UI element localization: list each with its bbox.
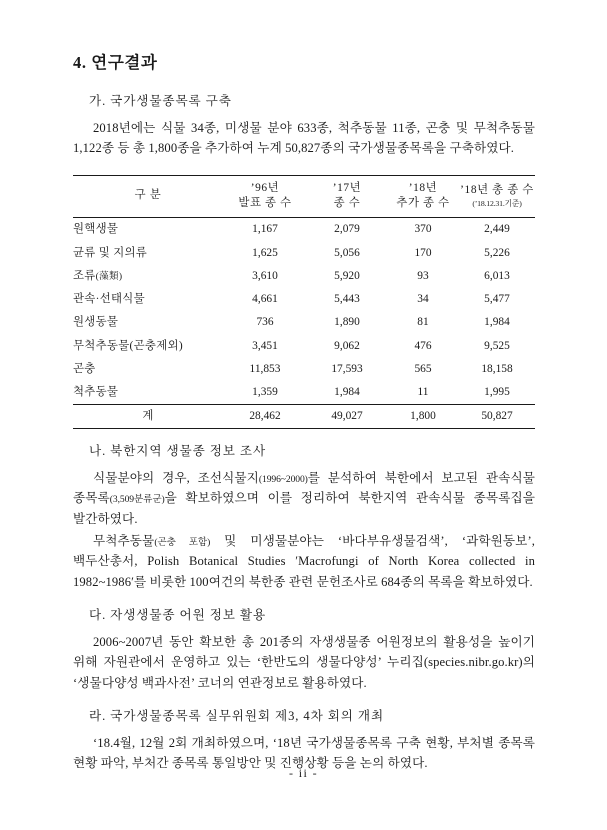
table-cell-value-1: 4,661 — [252, 293, 278, 306]
col-header-2018-added-line2: 추가 종 수 — [396, 196, 450, 209]
table-cell-value-3: 370 — [414, 223, 432, 236]
table-cell-value-1: 736 — [256, 316, 274, 329]
table-row — [73, 241, 535, 264]
table-cell-value-4: 1,995 — [484, 386, 510, 399]
category-hanja: (藻類) — [95, 270, 123, 282]
page-content — [73, 52, 535, 775]
table-cell-value-1: 1,359 — [252, 386, 278, 399]
category-label: 균류 및 지의류 — [73, 246, 148, 259]
category-label: 조류 — [73, 269, 96, 282]
table-total-value-2: 49,027 — [307, 404, 387, 428]
table-cell-value-4: 6,013 — [484, 269, 510, 282]
table-cell-category — [73, 334, 223, 357]
table-cell-value-2: 5,920 — [334, 269, 360, 282]
table-cell-value-1: 1,167 — [252, 223, 278, 236]
table-cell-category — [73, 357, 223, 380]
table-cell-value-4: 18,158 — [481, 362, 513, 375]
section-d-paragraph: ‘18.4월, 12월 2회 개최하였으며, ‘18년 국가생물종목록 구축 현황, 부처별 종목록 현황 파악, 부처간 종목록 통일방안 및 진행상황 등을 논의 하였다. — [73, 735, 535, 770]
section-a-paragraph: 2018년에는 식물 34종, 미생물 분야 633종, 척추동물 11종, 곤충 및 무척추동물 1,122종 등 총 1,800종을 추가하여 누계 50,827종의 국가생물종목록을 구축하였다. — [73, 121, 535, 156]
table-cell-value-4: 2,449 — [484, 223, 510, 236]
table-row — [73, 334, 535, 357]
table-header — [73, 175, 535, 217]
b-p1-small1: (1996~2000) — [258, 473, 308, 485]
category-label: 곤충 — [73, 362, 96, 375]
b-p2-post: 및 미생물분야는 ‘바다부유생물검색’, ‘과학원동보’, 백두산총서, Polish Botanical Studies ′Macrofungi of North Korea collected in 1982~1986′를 비롯한 100여건의 북한종 관련 문헌조사로 684종의 목록을 확보하였다. — [73, 533, 535, 589]
col-header-2018-added-line1: ’18년 — [408, 181, 438, 194]
table-row — [73, 217, 535, 241]
table-cell-value-3: 170 — [414, 246, 432, 259]
section-b-paragraph-2 — [73, 531, 535, 592]
table-cell-category — [73, 217, 223, 241]
table-row — [73, 288, 535, 311]
table-cell-value-4: 9,525 — [484, 339, 510, 352]
table-row — [73, 311, 535, 334]
table-cell-category — [73, 288, 223, 311]
section-c-paragraph: 2006~2007년 동안 확보한 총 201종의 자생생물종 어원정보의 활용성을 높이기 위해 자원관에서 운영하고 있는 ‘한반도의 생물다양성’ 누리집(species.nibr.go.kr)의 ‘생물다양성 백과사전’ 코너의 연관정보로 활용하였다. — [73, 634, 535, 690]
col-header-2018-added — [387, 175, 459, 217]
col-header-category — [73, 175, 223, 217]
col-header-2018-total-line1: ’18년 총 종 수 — [460, 183, 534, 196]
table-total-value-4: 50,827 — [459, 404, 535, 428]
table-total-value-1: 28,462 — [223, 404, 307, 428]
table-cell-value-2: 5,056 — [334, 246, 360, 259]
table-header-row — [73, 175, 535, 217]
table-cell-value-2: 2,079 — [334, 223, 360, 236]
category-label: 원생동물 — [73, 316, 119, 329]
table-total-value-3: 1,800 — [387, 404, 459, 428]
b-p1-small2: (3,509분류군) — [109, 494, 165, 506]
table-cell-category — [73, 311, 223, 334]
species-table-wrapper — [73, 175, 535, 429]
category-label: 관속·선태식물 — [73, 293, 145, 306]
category-label: 척추동물 — [73, 386, 119, 399]
table-cell-value-3: 476 — [414, 339, 432, 352]
table-cell-value-1: 11,853 — [249, 362, 281, 375]
section-heading-b: 나. 북한지역 생물종 정보 조사 — [89, 444, 267, 459]
table-cell-value-2: 9,062 — [334, 339, 360, 352]
table-cell-value-2: 5,443 — [334, 293, 360, 306]
col-header-2018-total — [459, 175, 535, 217]
col-header-category-line1: 구 분 — [134, 189, 162, 202]
table-total-row — [73, 404, 535, 428]
section-heading-a: 가. 국가생물종목록 구축 — [89, 94, 232, 109]
col-header-2017 — [307, 175, 387, 217]
table-cell-value-1: 3,451 — [252, 339, 278, 352]
table-cell-category — [73, 264, 223, 287]
section-heading-c: 다. 자생생물종 어원 정보 활용 — [89, 608, 267, 623]
b-p2-small: (곤충 포함) — [154, 536, 211, 548]
category-label: 무척추동물(곤충제외) — [73, 339, 183, 352]
table-cell-value-1: 1,625 — [252, 246, 278, 259]
table-total-label: 계 — [73, 404, 223, 428]
col-header-2017-line1: ’17년 — [332, 181, 362, 194]
table-cell-value-3: 34 — [417, 293, 429, 306]
section-heading-d: 라. 국가생물종목록 실무위원회 제3, 4차 회의 개최 — [89, 708, 385, 723]
table-cell-value-2: 1,984 — [334, 386, 360, 399]
table-cell-value-1: 3,610 — [252, 269, 278, 282]
page-title: 4. 연구결과 — [73, 53, 158, 72]
table-row — [73, 264, 535, 287]
table-cell-value-4: 5,477 — [484, 293, 510, 306]
species-count-table — [73, 175, 535, 429]
table-cell-value-4: 5,226 — [484, 246, 510, 259]
b-p2-pre: 무척추동물 — [93, 533, 155, 548]
table-cell-value-2: 1,890 — [334, 316, 360, 329]
table-row — [73, 357, 535, 380]
table-cell-value-3: 93 — [417, 269, 429, 282]
table-cell-value-4: 1,984 — [484, 316, 510, 329]
table-body — [73, 217, 535, 428]
col-header-2017-line2: 종 수 — [333, 196, 361, 209]
b-p1-pre: 식물분야의 경우, 조선식물지 — [93, 470, 259, 485]
col-header-1996-line2: 발표 종 수 — [238, 196, 292, 209]
page-footer: - ii - — [288, 766, 319, 780]
table-cell-value-3: 81 — [417, 316, 429, 329]
table-cell-value-3: 565 — [414, 362, 432, 375]
table-row — [73, 381, 535, 405]
col-header-1996-line1: ’96년 — [250, 181, 280, 194]
table-cell-value-3: 11 — [417, 386, 429, 399]
table-cell-value-2: 17,593 — [331, 362, 363, 375]
col-header-1996 — [223, 175, 307, 217]
table-cell-category — [73, 241, 223, 264]
b-p1-mid: 를 분석하여 북한에서 보고된 관속식물 종목록 — [73, 470, 535, 506]
col-header-2018-total-note: (’18.12.31.기준) — [472, 198, 522, 208]
b-p1-post: 을 확보하였으며 이를 정리하여 북한지역 관속식물 종목록집을 발간하였다. — [73, 491, 535, 526]
section-b-paragraph-1 — [73, 468, 535, 529]
table-cell-category — [73, 381, 223, 405]
category-label: 원핵생물 — [73, 223, 119, 236]
